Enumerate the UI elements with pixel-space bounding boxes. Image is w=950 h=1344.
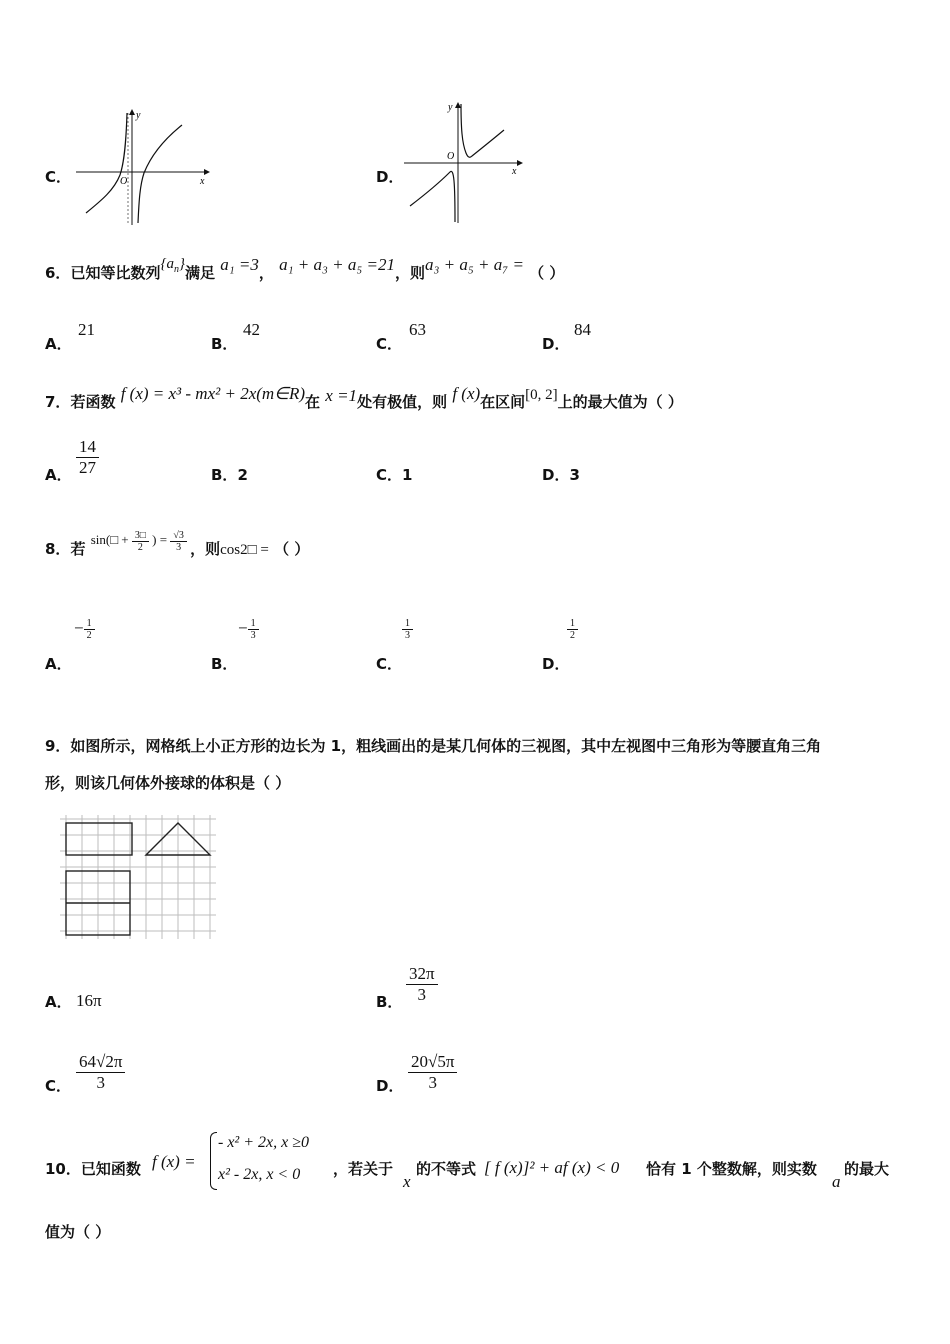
q6-stem xyxy=(45,255,565,285)
q6-option-c-value: 63 xyxy=(409,320,426,339)
q5-option-d-graph xyxy=(402,98,527,228)
q7-stem-c: 处有极值，则 xyxy=(357,393,448,411)
q6-option-d-value: 84 xyxy=(574,320,591,339)
q10-stem-a: 已知函数 xyxy=(80,1160,141,1178)
q9-option-c-label: C． xyxy=(45,1077,72,1095)
q10-stem-d: 恰有 1 个整数解，则实数 xyxy=(646,1160,817,1178)
q9-option-b-frac xyxy=(406,964,438,1005)
q6-sep: ， xyxy=(258,264,274,282)
q8-option-d-value xyxy=(567,618,578,641)
q5-d-axis-y: y xyxy=(448,102,453,113)
q8-expr-mid: ) = xyxy=(152,532,168,547)
q9-option-b-label: B． xyxy=(376,993,403,1011)
q6-seq-sub: n xyxy=(173,264,179,275)
q10-case1: - x² + 2x, x ≥0 xyxy=(218,1134,310,1151)
q8-expression xyxy=(90,529,190,553)
q6-number: 6． xyxy=(45,264,71,282)
q9-option-c-frac xyxy=(76,1052,125,1093)
q7-option-d xyxy=(542,464,580,485)
q9-option-c-num: 64√2π xyxy=(76,1052,125,1073)
q9-option-a-label: A． xyxy=(45,993,72,1011)
q10-var-x: x xyxy=(403,1172,411,1191)
q7-option-c-label: C． xyxy=(376,466,403,484)
q6-option-a-value: 21 xyxy=(78,320,95,339)
q9-stem-line1: 9．如图所示，网格纸上小正方形的边长为 1，粗线画出的是某几何体的三视图，其中左视图中三角形为等腰直角三角 xyxy=(45,737,822,755)
q8-stem-a: 若 xyxy=(70,540,86,558)
q8-option-a-sign: − xyxy=(74,618,84,638)
q7-fx: f (x) xyxy=(452,384,481,403)
q9-option-b-num: 32π xyxy=(406,964,438,985)
q5-option-c-label: C． xyxy=(45,168,72,186)
q8-option-a-label: A． xyxy=(45,655,72,673)
q8-stem xyxy=(45,529,310,563)
q5-c-axis-x: x xyxy=(200,176,205,187)
q9-option-d-num: 20√5π xyxy=(408,1052,457,1073)
q10-stem-line2: 值为（ ） xyxy=(45,1223,111,1241)
q6-cond2: a₁ + a₃ + a₅ =21 xyxy=(279,255,395,274)
q10-inequality: [ f (x)]² + af (x) < 0 xyxy=(484,1158,620,1177)
q8-stem-b: ，则 xyxy=(190,540,221,558)
q8-option-b-label: B． xyxy=(211,655,238,673)
q7-interval: [0, 2] xyxy=(525,387,558,403)
q7-option-a-label: A． xyxy=(45,466,72,484)
q5-d-origin: O xyxy=(447,151,455,162)
q7-stem-a: 若函数 xyxy=(70,393,116,411)
q7-option-b xyxy=(211,464,248,485)
q9-option-c-den: 3 xyxy=(96,1073,105,1092)
q6-option-a-label: A． xyxy=(45,335,72,353)
q8-option-b-num: 1 xyxy=(248,618,259,630)
q6-seq: {a xyxy=(160,256,174,272)
q8-expr-rhs-num: √3 xyxy=(170,530,187,542)
q7-stem xyxy=(45,384,683,412)
q10-number-stem xyxy=(45,1158,141,1179)
q6-paren: （ ） xyxy=(529,264,565,282)
q7-option-c xyxy=(376,464,412,485)
q5-option-d-label: D． xyxy=(376,168,404,186)
q8-option-b-value xyxy=(238,618,259,641)
q8-paren: （ ） xyxy=(274,540,310,558)
q7-stem-e: 上的最大值为（ ） xyxy=(557,393,683,411)
q6-option-b-label: B． xyxy=(211,335,238,353)
q10-piecewise-brace xyxy=(210,1132,217,1190)
q8-option-a-value xyxy=(74,618,95,641)
q6-stem-b: 满足 xyxy=(184,264,215,282)
q6-target: a₃ + a₅ + a₇ = xyxy=(425,255,524,274)
q8-option-d-num: 1 xyxy=(567,618,578,630)
q8-option-c-label: C． xyxy=(376,655,403,673)
q7-point: x =1 xyxy=(325,386,358,405)
q10-stem-c: 的不等式 xyxy=(416,1160,477,1178)
q6-option-b-value: 42 xyxy=(243,320,260,339)
q8-option-c-num: 1 xyxy=(402,618,413,630)
q5-option-c-graph xyxy=(72,105,212,230)
q10-fx: f (x) = xyxy=(152,1152,196,1171)
q8-expr-frac-den: 2 xyxy=(137,541,143,553)
q7-option-d-label: D． xyxy=(542,466,570,484)
q10-case2: x² - 2x, x < 0 xyxy=(218,1166,301,1183)
q8-option-b-sign: − xyxy=(238,618,248,638)
q8-expr-left: sin(□ + xyxy=(90,532,129,547)
q5-c-origin: O xyxy=(120,176,128,187)
q10-stem-e: 的最大 xyxy=(844,1160,890,1178)
q9-option-d-den: 3 xyxy=(428,1073,437,1092)
q5-d-axis-x: x xyxy=(512,166,517,177)
q5-c-axis-y: y xyxy=(136,110,141,121)
q9-option-d-frac xyxy=(408,1052,457,1093)
q10-var-a: a xyxy=(832,1172,841,1191)
q9-option-d-label: D． xyxy=(376,1077,404,1095)
q9-option-a-value: 16π xyxy=(76,991,102,1010)
q7-number: 7． xyxy=(45,393,71,411)
q8-option-c-den: 3 xyxy=(405,630,410,641)
q7-func: f (x) = x³ - mx² + 2x(m∈R) xyxy=(120,384,306,403)
q8-option-a-num: 1 xyxy=(84,618,95,630)
q7-stem-d: 在区间 xyxy=(480,393,526,411)
q8-expr-rhs-den: 3 xyxy=(176,541,182,553)
q8-option-b-den: 3 xyxy=(250,630,256,641)
q8-number: 8． xyxy=(45,540,71,558)
q6-stem-c: ，则 xyxy=(395,264,426,282)
q8-option-d-label: D． xyxy=(542,655,570,673)
q7-option-c-value: 1 xyxy=(402,466,413,484)
q8-expr-frac-num: 3□ xyxy=(132,530,149,542)
q7-option-a-num: 14 xyxy=(76,437,99,458)
q9-stem-line2: 形，则该几何体外接球的体积是（ ） xyxy=(45,774,291,792)
q6-option-d-label: D． xyxy=(542,335,570,353)
q6-seq-end: } xyxy=(178,256,185,272)
q7-option-a-frac xyxy=(76,437,99,478)
q6-cond1: a₁ =3 xyxy=(220,255,259,274)
q10-number: 10． xyxy=(45,1160,81,1178)
q7-option-b-label: B． xyxy=(211,466,238,484)
q8-option-a-den: 2 xyxy=(86,630,92,641)
q8-option-d-den: 2 xyxy=(570,630,575,641)
q9-option-b-den: 3 xyxy=(417,985,427,1004)
q7-stem-b: 在 xyxy=(305,393,321,411)
q6-stem-a: 已知等比数列 xyxy=(70,264,161,282)
q7-option-a-den: 27 xyxy=(79,458,96,477)
q9-three-view-grid-figure xyxy=(60,815,220,943)
q10-stem-b: ，若关于 xyxy=(333,1160,394,1178)
q6-option-c-label: C． xyxy=(376,335,403,353)
q8-target: cos2□ = xyxy=(220,542,269,558)
q7-option-d-value: 3 xyxy=(569,466,580,484)
q8-option-c-value xyxy=(402,618,413,641)
q7-option-b-value: 2 xyxy=(237,466,248,484)
